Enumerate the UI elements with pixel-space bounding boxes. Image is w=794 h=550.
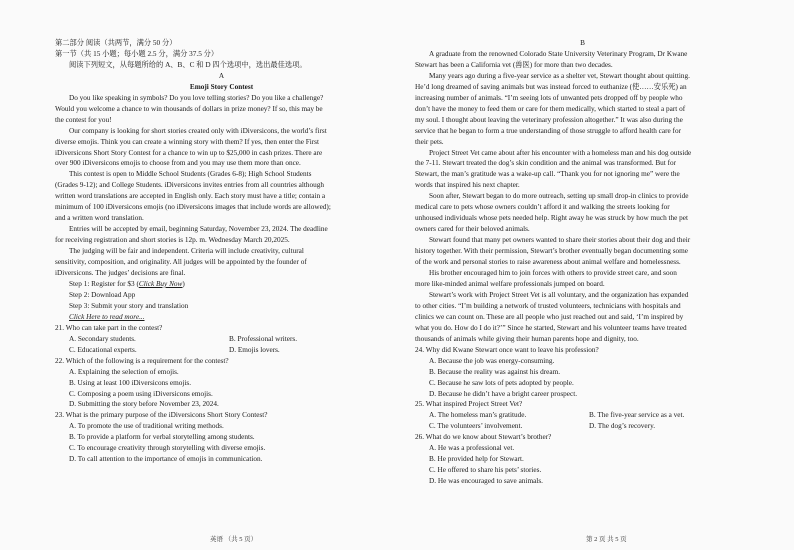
paragraph-line: iDiversicons. The judges’ decisions are final. [55, 269, 186, 278]
answer-option[interactable]: A. He was a professional vet. [429, 444, 515, 453]
contest-step [55, 301, 388, 312]
question-block [55, 410, 388, 465]
answer-option[interactable]: B. Because the reality was against his dream. [429, 367, 561, 376]
paragraph-line: Entries will be accepted by email, beginning Saturday, November 23, 2024. The deadline [69, 225, 328, 234]
answer-option[interactable]: C. Educational experts. [69, 345, 137, 354]
paragraph-line: Our company is looking for short stories created only with iDiversicons, the world’s first [69, 126, 327, 135]
answer-option[interactable]: C. To encourage creativity through storytelling with diverse emojis. [69, 444, 266, 453]
paragraph-line: written word translations are accepted in English only. Each story must have a title; contain a [55, 192, 326, 201]
paragraph-line: The judging will be fair and independent. Criteria will include creativity, cultural [69, 247, 304, 256]
paragraph-line: the contest for you! [55, 115, 112, 124]
paragraph-line: the 7-11. Stewart treated the dog’s skin condition and the animal was transformed. But for [415, 159, 677, 168]
paragraph-line: diverse emojis. Think you can create a winning story with them? If yes, then enter the First [55, 137, 320, 146]
passage-a-title: Emoji Story Contest [189, 82, 254, 91]
part-heading: 第二部分 阅读（共两节，满分 50 分） [55, 39, 177, 47]
question-block [55, 323, 388, 356]
section-heading: 第一节（共 15 小题；每小题 2.5 分，满分 37.5 分） [55, 49, 219, 58]
paragraph-line: don’t have the money to feed them or care for them medically, which started to steal a part of [415, 104, 686, 113]
paragraph-line: history together. With their permission, Stewart’s brother eventually began documenting some [415, 247, 689, 256]
paragraph-line: He’d long dreamed of saving animals but was instead forced to euthanize (使……安乐死) an [415, 82, 687, 91]
answer-option[interactable]: B. Professional writers. [229, 334, 298, 343]
step-text: Step 2: Download App [69, 290, 136, 299]
paragraph-line: Stewart’s work with Project Street Vet is all voluntary, and the organization has expanded [429, 290, 689, 299]
contest-step [55, 290, 388, 301]
paragraph-line: their pets. [415, 137, 444, 146]
answer-option[interactable]: B. Using at least 100 iDiversicons emojis. [69, 378, 192, 387]
answer-option[interactable]: B. To provide a platform for verbal storytelling among students. [69, 433, 255, 442]
paragraph-line: words that inspired his next chapter. [415, 181, 520, 190]
passage-a-body [55, 93, 388, 279]
answer-option[interactable]: A. Explaining the selection of emojis. [69, 367, 179, 376]
paragraph-line: to other cities. “I’m building a network of trusted volunteers, technicians with hospitals and [415, 301, 681, 310]
question-stem: 23. What is the primary purpose of the iDiversicons Short Story Contest? [55, 411, 268, 420]
buy-now-link[interactable]: Click Buy Now [138, 279, 183, 288]
paragraph-line: owners cared for their beloved animals. [415, 225, 530, 234]
instruction-text: 阅读下列短文，从每题所给的 A、B、C 和 D 四个选项中，选出最佳选项。 [69, 60, 307, 69]
answer-option[interactable]: D. Emojis lovers. [229, 345, 280, 354]
answer-option[interactable]: A. The homeless man’s gratitude. [429, 411, 527, 420]
step-text: Step 1: Register for $3 ( [69, 279, 139, 288]
answer-option[interactable]: B. He provided help for Stewart. [429, 455, 524, 464]
paragraph-line: service that he began to form a true understanding of those struggle to afford health care for [415, 126, 682, 135]
paragraph-line: clinics we can count on. These are all people who just reached out and said, ‘I’m inspired by [415, 312, 684, 321]
question-block [415, 432, 750, 487]
answer-option[interactable]: D. To call attention to the importance of emojis in communication. [69, 455, 263, 464]
paragraph-line: (Grades 9-12); and College Students. iDiversicons invites entries from all countries although [55, 181, 324, 190]
paragraph-line: Many years ago during a five-year service as a shelter vet, Stewart thought about quitting. [429, 71, 690, 80]
left-column [55, 38, 388, 465]
paragraph-line: unhoused individuals whose pets needed help. Right away he was struck by how much the pet [415, 214, 689, 223]
option-row [415, 410, 750, 421]
paragraph-line: Stewart found that many pet owners wanted to share their stories about their dog and their [429, 236, 691, 245]
paragraph-line: and a written word translation. [55, 214, 144, 223]
answer-option[interactable]: A. To promote the use of traditional writing methods. [69, 422, 224, 431]
passage-a-steps [55, 279, 388, 312]
answer-option[interactable]: A. Because the job was energy-consuming. [429, 356, 555, 365]
question-block [55, 356, 388, 411]
answer-option[interactable]: C. He offered to share his pets’ stories. [429, 466, 542, 475]
read-more-label[interactable]: Click Here to read more... [69, 312, 145, 321]
questions-right [415, 345, 750, 487]
option-row [55, 345, 388, 356]
read-more-link[interactable] [55, 312, 388, 323]
paragraph-line: over 900 iDiversicons emojis to choose from and you may use them more than once. [55, 159, 301, 168]
passage-b-letter: B [580, 39, 585, 47]
question-stem: 21. Who can take part in the contest? [55, 323, 163, 332]
paragraph-line: A graduate from the renowned Colorado State University Veterinary Program, Dr Kwane [429, 49, 688, 58]
paragraph-line: Project Street Vet came about after his encounter with a homeless man and his dog outside [429, 148, 692, 157]
answer-option[interactable]: D. Submitting the story before November 23, 2024. [69, 400, 219, 409]
question-stem: 25. What inspired Project Street Vet? [415, 400, 523, 409]
paragraph-line: more like-minded animal welfare professionals jumped on board. [415, 279, 605, 288]
option-row [415, 421, 750, 432]
footer-right: 第 2 页 共 5 页 [586, 536, 627, 543]
paragraph-line: medical care to pets whose owners couldn’t afford it and walking the streets looking for [415, 203, 670, 212]
paragraph-line: iDiversicons Short Story Contest for a chance to win up to $25,000 in cash prizes. There are [55, 148, 323, 157]
paragraph-line: This contest is open to Middle School Students (Grades 6-8); High School Students [69, 170, 312, 179]
question-stem: 22. Which of the following is a requirement for the contest? [55, 356, 229, 365]
paragraph-line: what you do. How do I do it?’” Since he started, Stewart and his volunteer teams have treated [415, 323, 687, 332]
answer-option[interactable]: D. The dog’s recovery. [589, 422, 656, 431]
answer-option[interactable]: C. Because he saw lots of pets adopted by people. [429, 378, 574, 387]
answer-option[interactable]: C. Composing a poem using iDiversicons emojis. [69, 389, 213, 398]
step-text-after: ) [182, 279, 185, 288]
paragraph-line: for receiving registration and short stories is 12p. m. Wednesday March 20,2025. [55, 236, 290, 245]
right-column [415, 38, 750, 487]
answer-option[interactable]: C. The volunteers’ involvement. [429, 422, 523, 431]
paragraph-line: thousands of animals while giving their human parents hope and dignity, too. [415, 334, 639, 343]
paragraph-line: Stewart has been a California vet (兽医) for more than two decades. [415, 60, 613, 69]
answer-option[interactable]: D. He was encouraged to save animals. [429, 477, 543, 486]
passage-b-body [415, 49, 750, 345]
paragraph-line: sensitivity, composition, and originality. All judges will be appointed by the founder of [55, 258, 307, 267]
footer-left: 英语 （共 5 页） [210, 536, 258, 543]
passage-a-letter: A [218, 71, 225, 80]
answer-option[interactable]: D. Because he didn’t have a bright career prospect. [429, 389, 578, 398]
option-row [55, 334, 388, 345]
question-block [415, 399, 750, 432]
question-stem: 24. Why did Kwane Stewart once want to leave his profession? [415, 345, 599, 354]
step-text: Step 3: Submit your story and translation [69, 301, 189, 310]
paragraph-line: increasing number of animals. “I’m seeing lots of unwanted pets dropped off by people who [415, 93, 683, 102]
paragraph-line: Would you welcome a chance to win thousands of dollars in prize money? If so, this may be [55, 104, 323, 113]
paragraph-line: my soul. I thought about leaving the veterinary profession altogether.” It was also during the [415, 115, 683, 124]
question-block [415, 345, 750, 400]
paragraph-line: Do you like speaking in symbols? Do you love telling stories? Do you like a challenge? [69, 93, 324, 102]
paragraph-line: minimum of 100 iDiversicons emojis (no iDiversicons images that include words are allowed); [55, 203, 331, 212]
question-stem: 26. What do we know about Stewart’s brother? [415, 433, 552, 442]
questions-left [55, 323, 388, 465]
answer-option[interactable]: B. The five-year service as a vet. [589, 411, 685, 420]
paragraph-line: Soon after, Stewart began to do more outreach, setting up small drop-in clinics to provide [429, 192, 689, 201]
paragraph-line: His brother encouraged him to join forces with others to provide street care, and soon [429, 269, 677, 278]
answer-option[interactable]: A. Secondary students. [69, 334, 136, 343]
contest-step [55, 279, 388, 290]
paragraph-line: Stewart, the man’s gratitude was a wake-up call. “Thank you for not ignoring me” were the [415, 170, 680, 179]
paragraph-line: of the work and personal stories to raise awareness about animal welfare and homelessness. [415, 258, 681, 267]
